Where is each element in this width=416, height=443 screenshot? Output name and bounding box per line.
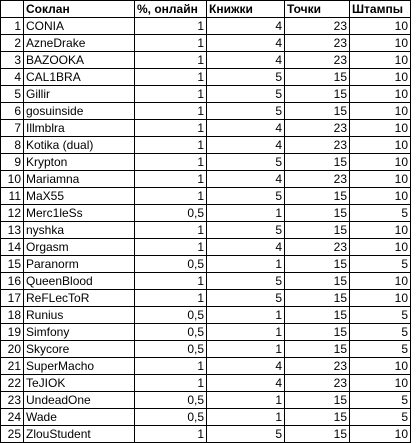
online-percent: 0,5 (135, 409, 207, 426)
member-name: CAL1BRA (24, 69, 135, 86)
books-count: 1 (207, 307, 285, 324)
books-count: 5 (207, 290, 285, 307)
member-name: QueenBlood (24, 273, 135, 290)
member-name: Illmblra (24, 120, 135, 137)
online-percent: 1 (135, 426, 207, 443)
online-percent: 1 (135, 137, 207, 154)
row-index: 20 (1, 341, 24, 358)
points-count: 15 (285, 222, 350, 239)
header-online-percent: %, онлайн (135, 1, 207, 18)
points-count: 15 (285, 341, 350, 358)
stamps-count: 5 (350, 256, 411, 273)
member-name: TeJIOK (24, 375, 135, 392)
table-row (1, 52, 411, 69)
row-index: 4 (1, 69, 24, 86)
member-name: Kotika (dual) (24, 137, 135, 154)
row-index: 2 (1, 35, 24, 52)
table-row (1, 409, 411, 426)
stamps-count: 10 (350, 222, 411, 239)
table-row (1, 273, 411, 290)
stamps-count: 5 (350, 409, 411, 426)
member-name: Mariamna (24, 171, 135, 188)
table-row (1, 154, 411, 171)
stamps-count: 10 (350, 290, 411, 307)
points-count: 23 (285, 35, 350, 52)
member-name: Runius (24, 307, 135, 324)
books-count: 1 (207, 392, 285, 409)
points-count: 15 (285, 69, 350, 86)
row-index: 10 (1, 171, 24, 188)
books-count: 5 (207, 188, 285, 205)
table-row (1, 18, 411, 35)
row-index: 7 (1, 120, 24, 137)
points-count: 15 (285, 205, 350, 222)
row-index: 21 (1, 358, 24, 375)
table-row (1, 290, 411, 307)
books-count: 4 (207, 375, 285, 392)
member-name: gosuinside (24, 103, 135, 120)
online-percent: 1 (135, 154, 207, 171)
stamps-count: 10 (350, 358, 411, 375)
points-count: 23 (285, 120, 350, 137)
member-name: Wade (24, 409, 135, 426)
row-index: 15 (1, 256, 24, 273)
header-index (1, 1, 24, 18)
points-count: 23 (285, 52, 350, 69)
books-count: 5 (207, 154, 285, 171)
table-row (1, 171, 411, 188)
header-row (1, 1, 411, 18)
member-name: SuperMacho (24, 358, 135, 375)
points-count: 15 (285, 188, 350, 205)
table-row (1, 205, 411, 222)
online-percent: 1 (135, 222, 207, 239)
stamps-count: 10 (350, 120, 411, 137)
row-index: 25 (1, 426, 24, 443)
online-percent: 1 (135, 375, 207, 392)
header-points: Точки (285, 1, 350, 18)
points-count: 15 (285, 307, 350, 324)
row-index: 19 (1, 324, 24, 341)
row-index: 8 (1, 137, 24, 154)
points-count: 15 (285, 324, 350, 341)
points-count: 15 (285, 154, 350, 171)
stamps-count: 10 (350, 69, 411, 86)
member-name: UndeadOne (24, 392, 135, 409)
member-name: Skycore (24, 341, 135, 358)
stamps-count: 10 (350, 35, 411, 52)
stamps-count: 5 (350, 205, 411, 222)
stamps-count: 5 (350, 392, 411, 409)
books-count: 5 (207, 273, 285, 290)
books-count: 1 (207, 409, 285, 426)
points-count: 23 (285, 358, 350, 375)
row-index: 3 (1, 52, 24, 69)
online-percent: 1 (135, 188, 207, 205)
books-count: 5 (207, 69, 285, 86)
table-row (1, 341, 411, 358)
row-index: 12 (1, 205, 24, 222)
table-row (1, 307, 411, 324)
row-index: 1 (1, 18, 24, 35)
books-count: 4 (207, 35, 285, 52)
table-row (1, 222, 411, 239)
member-name: MaX55 (24, 188, 135, 205)
table-row (1, 358, 411, 375)
member-name: Paranorm (24, 256, 135, 273)
online-percent: 0,5 (135, 307, 207, 324)
stamps-count: 10 (350, 154, 411, 171)
books-count: 1 (207, 341, 285, 358)
stamps-count: 5 (350, 324, 411, 341)
points-count: 15 (285, 392, 350, 409)
books-count: 4 (207, 18, 285, 35)
stamps-count: 10 (350, 273, 411, 290)
points-count: 15 (285, 103, 350, 120)
header-stamps: Штампы (350, 1, 411, 18)
row-index: 11 (1, 188, 24, 205)
stamps-count: 10 (350, 239, 411, 256)
row-index: 24 (1, 409, 24, 426)
points-count: 15 (285, 273, 350, 290)
member-name: Krypton (24, 154, 135, 171)
online-percent: 0,5 (135, 256, 207, 273)
books-count: 1 (207, 324, 285, 341)
online-percent: 1 (135, 86, 207, 103)
stamps-count: 10 (350, 171, 411, 188)
member-name: Orgasm (24, 239, 135, 256)
stamps-count: 5 (350, 341, 411, 358)
row-index: 9 (1, 154, 24, 171)
row-index: 5 (1, 86, 24, 103)
row-index: 14 (1, 239, 24, 256)
points-count: 15 (285, 256, 350, 273)
table-row (1, 69, 411, 86)
member-name: ReFLecToR (24, 290, 135, 307)
stamps-count: 10 (350, 375, 411, 392)
points-count: 15 (285, 86, 350, 103)
row-index: 22 (1, 375, 24, 392)
table-row (1, 392, 411, 409)
books-count: 4 (207, 239, 285, 256)
online-percent: 1 (135, 120, 207, 137)
books-count: 5 (207, 86, 285, 103)
stamps-count: 5 (350, 307, 411, 324)
member-name: Merc1leSs (24, 205, 135, 222)
table-row (1, 103, 411, 120)
online-percent: 1 (135, 358, 207, 375)
points-count: 23 (285, 375, 350, 392)
member-name: Gillir (24, 86, 135, 103)
stamps-count: 10 (350, 103, 411, 120)
points-count: 23 (285, 239, 350, 256)
table-row (1, 375, 411, 392)
points-count: 15 (285, 290, 350, 307)
table-row (1, 256, 411, 273)
stamps-count: 10 (350, 137, 411, 154)
points-count: 23 (285, 171, 350, 188)
row-index: 18 (1, 307, 24, 324)
member-name: BAZOOKA (24, 52, 135, 69)
online-percent: 1 (135, 103, 207, 120)
table-row (1, 35, 411, 52)
books-count: 4 (207, 171, 285, 188)
online-percent: 0,5 (135, 324, 207, 341)
books-count: 1 (207, 256, 285, 273)
points-count: 23 (285, 18, 350, 35)
row-index: 17 (1, 290, 24, 307)
online-percent: 1 (135, 171, 207, 188)
points-count: 15 (285, 426, 350, 443)
stamps-count: 10 (350, 188, 411, 205)
books-count: 1 (207, 205, 285, 222)
member-name: AzneDrake (24, 35, 135, 52)
table-row (1, 137, 411, 154)
points-count: 15 (285, 409, 350, 426)
online-percent: 0,5 (135, 205, 207, 222)
table-row (1, 324, 411, 341)
table-row (1, 239, 411, 256)
books-count: 4 (207, 137, 285, 154)
member-name: Simfony (24, 324, 135, 341)
online-percent: 1 (135, 35, 207, 52)
table-row (1, 188, 411, 205)
stamps-count: 10 (350, 52, 411, 69)
online-percent: 1 (135, 290, 207, 307)
stamps-count: 10 (350, 18, 411, 35)
books-count: 4 (207, 52, 285, 69)
row-index: 23 (1, 392, 24, 409)
table-row (1, 426, 411, 443)
books-count: 5 (207, 426, 285, 443)
row-index: 13 (1, 222, 24, 239)
header-member: Соклан (24, 1, 135, 18)
books-count: 5 (207, 222, 285, 239)
online-percent: 0,5 (135, 392, 207, 409)
header-books: Книжки (207, 1, 285, 18)
books-count: 4 (207, 358, 285, 375)
member-name: nyshka (24, 222, 135, 239)
stamps-count: 10 (350, 426, 411, 443)
row-index: 16 (1, 273, 24, 290)
online-percent: 1 (135, 18, 207, 35)
online-percent: 1 (135, 239, 207, 256)
table-row (1, 86, 411, 103)
books-count: 5 (207, 103, 285, 120)
online-percent: 1 (135, 273, 207, 290)
online-percent: 1 (135, 69, 207, 86)
member-name: ZlouStudent (24, 426, 135, 443)
row-index: 6 (1, 103, 24, 120)
books-count: 4 (207, 120, 285, 137)
table-row (1, 120, 411, 137)
stamps-count: 10 (350, 86, 411, 103)
points-count: 23 (285, 137, 350, 154)
online-percent: 1 (135, 52, 207, 69)
online-percent: 0,5 (135, 341, 207, 358)
member-name: CONIA (24, 18, 135, 35)
